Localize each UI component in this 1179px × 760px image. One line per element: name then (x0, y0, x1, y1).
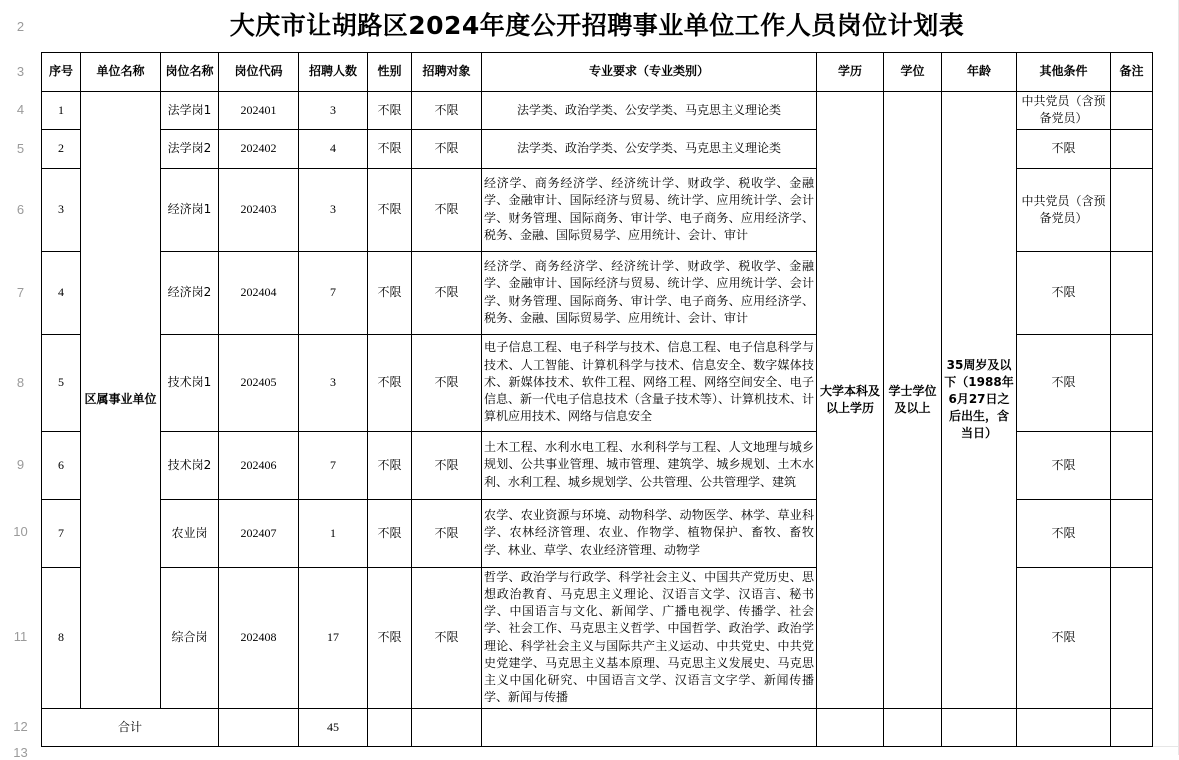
cell-note[interactable] (1111, 129, 1153, 168)
header-education[interactable]: 学历 (817, 52, 884, 91)
header-count[interactable]: 招聘人数 (299, 52, 368, 91)
cell-other[interactable]: 不限 (1017, 251, 1111, 334)
cell-seq[interactable]: 5 (42, 334, 81, 431)
cell-code[interactable]: 202408 (219, 567, 299, 708)
cell-note[interactable] (1111, 431, 1153, 499)
cell-education[interactable] (817, 708, 884, 746)
cell-other[interactable]: 不限 (1017, 334, 1111, 431)
cell-code[interactable] (219, 708, 299, 746)
cell-note[interactable] (1111, 708, 1153, 746)
cell-age[interactable]: 35周岁及以下（1988年6月27日之后出生，含当日） (942, 91, 1017, 708)
cell-code[interactable]: 202406 (219, 431, 299, 499)
cell-post[interactable]: 经济岗1 (161, 168, 219, 251)
cell-target[interactable]: 不限 (412, 499, 482, 567)
row-number[interactable]: 10 (13, 524, 28, 539)
header-other[interactable]: 其他条件 (1017, 52, 1111, 91)
cell-unit-name[interactable]: 区属事业单位 (81, 91, 161, 708)
header-age[interactable]: 年龄 (942, 52, 1017, 91)
cell-seq[interactable]: 7 (42, 499, 81, 567)
cell-degree[interactable]: 学士学位及以上 (884, 91, 942, 708)
cell-count[interactable]: 3 (299, 334, 368, 431)
cell-other[interactable]: 不限 (1017, 567, 1111, 708)
cell-gender[interactable]: 不限 (368, 251, 412, 334)
cell-target[interactable]: 不限 (412, 129, 482, 168)
page-title[interactable]: 大庆市让胡路区2024年度公开招聘事业单位工作人员岗位计划表 (42, 0, 1153, 52)
row-number[interactable]: 3 (16, 64, 25, 79)
cell-gender[interactable]: 不限 (368, 499, 412, 567)
cell-code[interactable]: 202405 (219, 334, 299, 431)
cell-code[interactable]: 202401 (219, 91, 299, 129)
cell-gender[interactable]: 不限 (368, 91, 412, 129)
cell-other[interactable]: 不限 (1017, 129, 1111, 168)
cell-gender[interactable] (368, 708, 412, 746)
cell-note[interactable] (1111, 251, 1153, 334)
cell-note[interactable] (1111, 91, 1153, 129)
cell-note[interactable] (1111, 334, 1153, 431)
cell-target[interactable]: 不限 (412, 334, 482, 431)
header-seq[interactable]: 序号 (42, 52, 81, 91)
cell-other[interactable]: 不限 (1017, 431, 1111, 499)
row-number[interactable]: 2 (16, 19, 25, 34)
cell-post[interactable]: 法学岗2 (161, 129, 219, 168)
cell-post[interactable]: 技术岗1 (161, 334, 219, 431)
row-number[interactable]: 12 (13, 719, 28, 734)
total-count[interactable]: 45 (299, 708, 368, 746)
recruitment-plan-table (41, 0, 1153, 747)
header-note[interactable]: 备注 (1111, 52, 1153, 91)
cell-target[interactable]: 不限 (412, 251, 482, 334)
total-label[interactable]: 合计 (42, 708, 219, 746)
cell-major[interactable]: 土木工程、水利水电工程、水利科学与工程、人文地理与城乡规划、公共事业管理、城市管理、建筑学、城乡规划、土木水利、水利工程、城乡规划学、公共管理、公共管理学、建筑 (482, 431, 817, 499)
cell-major[interactable]: 法学类、政治学类、公安学类、马克思主义理论类 (482, 129, 817, 168)
cell-age[interactable] (942, 708, 1017, 746)
cell-code[interactable]: 202404 (219, 251, 299, 334)
header-degree[interactable]: 学位 (884, 52, 942, 91)
cell-major[interactable]: 电子信息工程、电子科学与技术、信息工程、电子信息科学与技术、人工智能、计算机科学与技术、信息安全、数字媒体技术、新媒体技术、软件工程、网络工程、网络空间安全、电子信息、新一代电子信息技术（含量子技术等）、计算机技术、计算机应用技术、网络与信息安全 (482, 334, 817, 431)
cell-gender[interactable]: 不限 (368, 431, 412, 499)
cell-education[interactable]: 大学本科及以上学历 (817, 91, 884, 708)
cell-post[interactable]: 经济岗2 (161, 251, 219, 334)
cell-post[interactable]: 综合岗 (161, 567, 219, 708)
cell-code[interactable]: 202402 (219, 129, 299, 168)
row-number[interactable]: 11 (13, 629, 28, 644)
cell-major[interactable]: 经济学、商务经济学、经济统计学、财政学、税收学、金融学、金融审计、国际经济与贸易、统计学、应用统计学、会计学、财务管理、国际商务、审计学、电子商务、应用经济学、税务、金融、国际贸易学、应用统计、会计、审计 (482, 168, 817, 251)
cell-count[interactable]: 3 (299, 168, 368, 251)
row-number[interactable]: 4 (16, 102, 25, 117)
cell-major[interactable]: 经济学、商务经济学、经济统计学、财政学、税收学、金融学、金融审计、国际经济与贸易、统计学、应用统计学、会计学、财务管理、国际商务、审计学、电子商务、应用经济学、税务、金融、国际贸易学、应用统计、会计、审计 (482, 251, 817, 334)
cell-post[interactable]: 技术岗2 (161, 431, 219, 499)
cell-other[interactable]: 中共党员（含预备党员） (1017, 168, 1111, 251)
cell-note[interactable] (1111, 168, 1153, 251)
cell-code[interactable]: 202403 (219, 168, 299, 251)
header-gender[interactable]: 性别 (368, 52, 412, 91)
cell-count[interactable]: 7 (299, 431, 368, 499)
cell-seq[interactable]: 4 (42, 251, 81, 334)
row-number[interactable]: 13 (13, 745, 28, 760)
cell-seq[interactable]: 1 (42, 91, 81, 129)
cell-gender[interactable]: 不限 (368, 129, 412, 168)
cell-target[interactable] (412, 708, 482, 746)
cell-gender[interactable]: 不限 (368, 334, 412, 431)
cell-target[interactable]: 不限 (412, 567, 482, 708)
header-post[interactable]: 岗位名称 (161, 52, 219, 91)
cell-post[interactable]: 法学岗1 (161, 91, 219, 129)
cell-target[interactable]: 不限 (412, 431, 482, 499)
cell-count[interactable]: 3 (299, 91, 368, 129)
cell-note[interactable] (1111, 499, 1153, 567)
cell-count[interactable]: 1 (299, 499, 368, 567)
row-number[interactable]: 5 (16, 141, 25, 156)
cell-other[interactable]: 中共党员（含预备党员） (1017, 91, 1111, 129)
cell-degree[interactable] (884, 708, 942, 746)
cell-seq[interactable]: 3 (42, 168, 81, 251)
header-code[interactable]: 岗位代码 (219, 52, 299, 91)
row-number[interactable]: 6 (16, 202, 25, 217)
cell-count[interactable]: 17 (299, 567, 368, 708)
cell-seq[interactable]: 6 (42, 431, 81, 499)
cell-seq[interactable]: 8 (42, 567, 81, 708)
row-number[interactable]: 9 (16, 457, 25, 472)
table-row (42, 91, 1153, 129)
total-row (42, 708, 1153, 746)
row-number-gutter (0, 0, 41, 760)
cell-count[interactable]: 7 (299, 251, 368, 334)
header-target[interactable]: 招聘对象 (412, 52, 482, 91)
header-major[interactable]: 专业要求（专业类别） (482, 52, 817, 91)
row-number[interactable]: 7 (16, 285, 25, 300)
cell-other[interactable]: 不限 (1017, 499, 1111, 567)
cell-other[interactable] (1017, 708, 1111, 746)
cell-note[interactable] (1111, 567, 1153, 708)
cell-major[interactable]: 农学、农业资源与环境、动物科学、动物医学、林学、草业科学、农林经济管理、农业、作物学、植物保护、畜牧、畜牧学、林业、草学、农业经济管理、动物学 (482, 499, 817, 567)
cell-major[interactable] (482, 708, 817, 746)
cell-seq[interactable]: 2 (42, 129, 81, 168)
cell-count[interactable]: 4 (299, 129, 368, 168)
cell-code[interactable]: 202407 (219, 499, 299, 567)
cell-gender[interactable]: 不限 (368, 168, 412, 251)
cell-target[interactable]: 不限 (412, 91, 482, 129)
cell-major[interactable]: 法学类、政治学类、公安学类、马克思主义理论类 (482, 91, 817, 129)
cell-target[interactable]: 不限 (412, 168, 482, 251)
cell-major[interactable]: 哲学、政治学与行政学、科学社会主义、中国共产党历史、思想政治教育、马克思主义理论、汉语言文学、汉语言、秘书学、中国语言与文化、新闻学、广播电视学、传播学、社会学、社会工作、马克思主义哲学、中国哲学、政治学、政治学理论、科学社会主义与国际共产主义运动、中共党史、中共党史党建学、马克思主义基本原理、马克思主义发展史、马克思主义中国化研究、中国语言文学、汉语言文字学、新闻传播学、新闻与传播 (482, 567, 817, 708)
row-number[interactable]: 8 (16, 375, 25, 390)
cell-gender[interactable]: 不限 (368, 567, 412, 708)
header-unit[interactable]: 单位名称 (81, 52, 161, 91)
cell-post[interactable]: 农业岗 (161, 499, 219, 567)
